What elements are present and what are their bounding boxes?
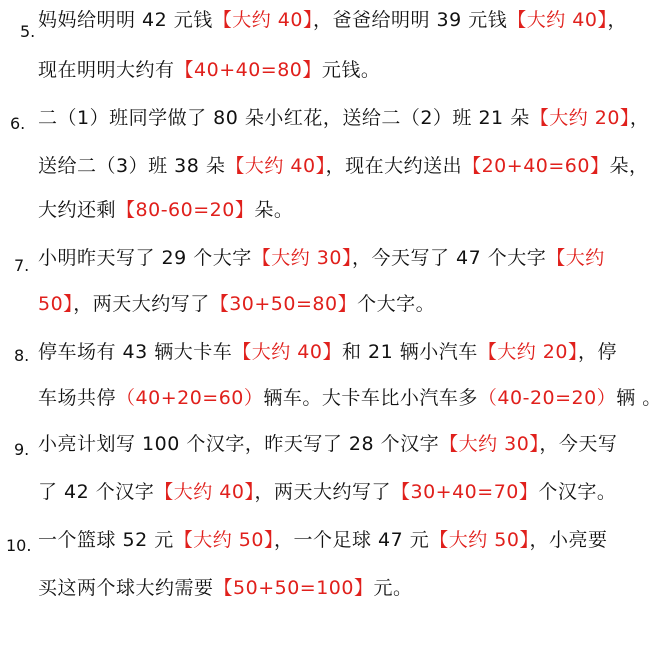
answer-text: （40-20=20）: [477, 387, 617, 409]
question-text: ，爸爸给明明 39 元钱: [312, 9, 508, 31]
answer-text: 【大约 40】: [232, 341, 342, 363]
answer-text: 【80-60=20】: [116, 199, 255, 221]
question-text: 买这两个球大约需要: [38, 577, 214, 599]
question-text: 大约还剩: [38, 199, 117, 221]
answer-text: 【大约 30】: [251, 247, 352, 269]
question-text: 了 42 个汉字: [38, 481, 155, 503]
question-text: ，停: [577, 341, 617, 363]
question-text: ，今天写了 47 个大字: [351, 247, 547, 269]
question-text: 送给二（3）班 38 朵: [38, 155, 226, 177]
question-text: 朵。: [254, 199, 294, 221]
problem-line: [38, 432, 617, 456]
answer-text: 【大约 40】: [507, 9, 608, 31]
question-text: 朵，: [609, 155, 649, 177]
problem-line: [38, 246, 605, 270]
question-text: ，今天写: [539, 433, 618, 455]
problem-number: 5.: [20, 22, 36, 41]
question-text: 小亮计划写 100 个汉字，昨天写了 28 个汉字: [38, 433, 440, 455]
answer-text: 【大约 40】: [154, 481, 255, 503]
question-text: 辆 。: [616, 387, 662, 409]
answer-text: 【大约 40】: [212, 9, 313, 31]
problem-number: 9.: [14, 440, 30, 459]
problem-number: 8.: [14, 346, 30, 365]
answer-text: 【大约 50】: [173, 529, 274, 551]
answer-text: 【大约 30】: [439, 433, 540, 455]
problem-line: [38, 386, 662, 410]
question-text: ，: [629, 107, 650, 129]
question-text: ，一个足球 47 元: [273, 529, 430, 551]
question-text: 一个篮球 52 元: [38, 529, 174, 551]
answer-text: 50】: [38, 293, 74, 315]
problem-number: 10.: [6, 536, 32, 555]
problem-line: [38, 292, 435, 316]
question-text: 个汉字。: [538, 481, 617, 503]
question-text: 妈妈给明明 42 元钱: [38, 9, 213, 31]
problem-line: [38, 8, 627, 32]
answer-text: 【大约 20】: [477, 341, 578, 363]
answer-text: （40+20=60）: [116, 387, 264, 409]
answer-text: 【大约: [546, 247, 605, 269]
problem-line: [38, 58, 380, 82]
question-text: 车场共停: [38, 387, 117, 409]
answer-text: 【大约 40】: [225, 155, 326, 177]
question-text: 个大字。: [357, 293, 436, 315]
question-text: 辆车。大卡车比小汽车多: [263, 387, 478, 409]
problem-number: 7.: [14, 256, 30, 275]
question-text: ，小亮要: [529, 529, 608, 551]
answer-text: 【50+50=100】: [213, 577, 374, 599]
question-text: 小明昨天写了 29 个大字: [38, 247, 252, 269]
question-text: 和 21 辆小汽车: [341, 341, 478, 363]
answer-text: 【大约 20】: [529, 107, 630, 129]
answer-text: 【30+40=70】: [391, 481, 539, 503]
answer-text: 【20+40=60】: [462, 155, 610, 177]
question-text: ，两天大约写了: [254, 481, 391, 503]
answer-text: 【30+50=80】: [209, 293, 358, 315]
problem-line: [38, 480, 616, 504]
question-text: 元。: [373, 577, 413, 599]
answer-text: 【40+40=80】: [174, 59, 322, 81]
problem-line: [38, 198, 293, 222]
question-text: 现在明明大约有: [38, 59, 175, 81]
question-text: ，现在大约送出: [325, 155, 463, 177]
question-text: 二（1）班同学做了 80 朵小红花，送给二（2）班 21 朵: [38, 107, 530, 129]
question-text: 元钱。: [321, 59, 381, 81]
question-text: ，: [607, 9, 627, 31]
problem-line: [38, 528, 607, 552]
problem-line: [38, 340, 617, 364]
question-text: ，两天大约写了: [73, 293, 210, 315]
problem-number: 6.: [10, 114, 26, 133]
problem-line: [38, 576, 413, 600]
question-text: 停车场有 43 辆大卡车: [38, 341, 233, 363]
problem-line: [38, 154, 648, 178]
problem-line: [38, 106, 649, 130]
answer-text: 【大约 50】: [429, 529, 530, 551]
